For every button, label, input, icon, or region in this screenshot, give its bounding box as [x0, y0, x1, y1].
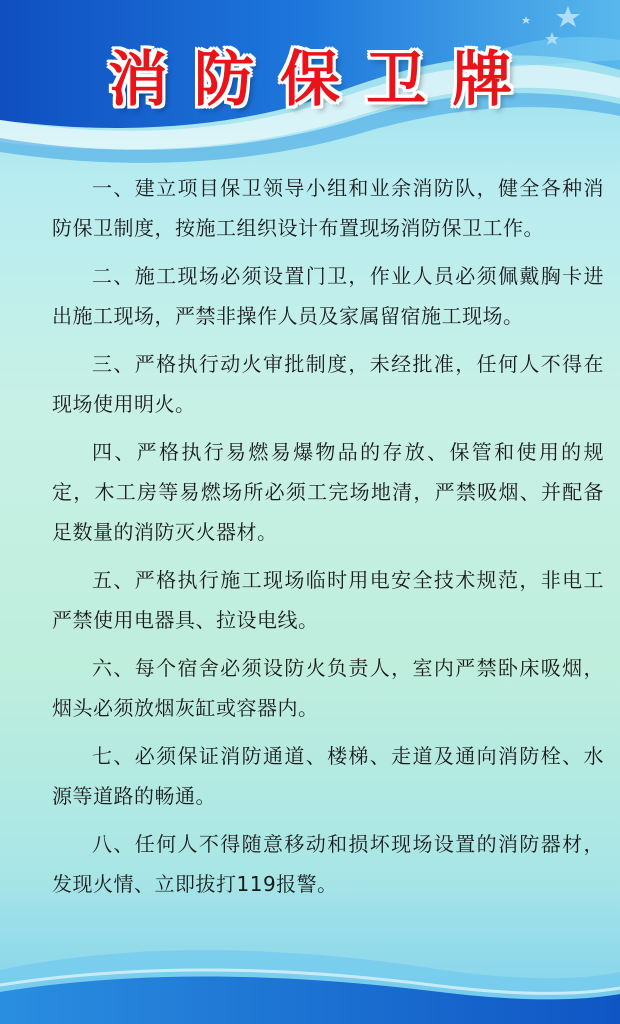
rule-paragraph: 五、严格执行施工现场临时用电安全技术规范，非电工严禁使用电器具、拉设电线。 — [52, 568, 604, 632]
rule-paragraph: 七、必须保证消防通道、楼梯、走道及通向消防栓、水源等道路的畅通。 — [52, 744, 604, 808]
rule-paragraph: 六、每个宿舍必须设防火负责人，室内严禁卧床吸烟，烟头必须放烟灰缸或容器内。 — [52, 656, 604, 720]
rule-paragraph: 四、严格执行易燃易爆物品的存放、保管和使用的规定，木工房等易燃场所必须工完场地清，严禁吸烟、并配备足数量的消防灭火器材。 — [52, 440, 604, 544]
rule-paragraph: 八、任何人不得随意移动和损坏现场设置的消防器材，发现火情、立即拔打119报警。 — [52, 832, 604, 896]
page-title: 消防保卫牌 — [108, 45, 538, 115]
rule-paragraph: 二、施工现场必须设置门卫，作业人员必须佩戴胸卡进出施工现场，严禁非操作人员及家属留宿施工现场。 — [52, 264, 604, 328]
rule-paragraph: 一、建立项目保卫领导小组和业余消防队，健全各种消防保卫制度，按施工组织设计布置现场消防保卫工作。 — [52, 176, 604, 240]
rules-list — [52, 168, 604, 912]
rule-paragraph: 三、严格执行动火审批制度，未经批准，任何人不得在现场使用明火。 — [52, 352, 604, 416]
